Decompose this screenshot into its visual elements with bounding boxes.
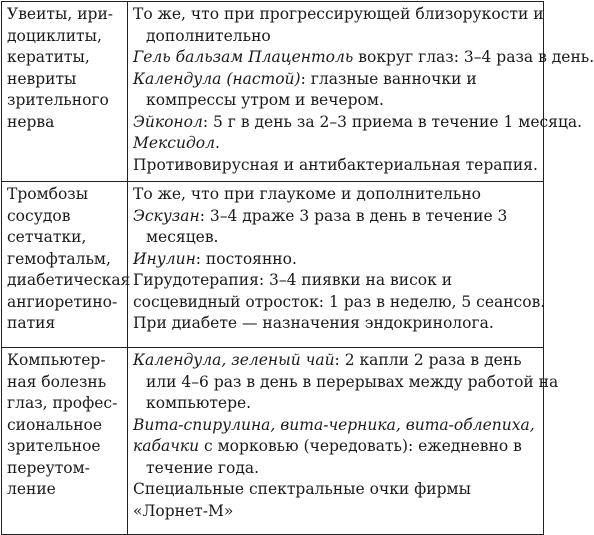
treatment-text: компрессы утром и вечером. bbox=[146, 91, 384, 109]
condition-line: сосудов bbox=[7, 206, 71, 225]
treatment-text: Противовирусная и антибактериальная терапия. bbox=[133, 155, 538, 174]
condition-line: гемофтальм, bbox=[7, 249, 111, 268]
treatment-text: сосцевидный отросток: 1 раз в неделю, 5 сеансов. bbox=[133, 292, 546, 311]
remedy-name: Мексидол. bbox=[133, 134, 220, 152]
treatment-line bbox=[133, 270, 539, 292]
treatment-line bbox=[133, 112, 583, 134]
treatment-text: Специальные спектральные очки фирмы bbox=[133, 480, 471, 498]
treatment-line bbox=[133, 350, 539, 372]
treatment-line bbox=[133, 479, 539, 501]
treatment-table bbox=[1, 1, 594, 535]
treatment-line bbox=[133, 133, 539, 155]
condition-line: ление bbox=[7, 480, 56, 498]
condition-line: ная болезнь bbox=[7, 372, 107, 391]
treatment-text: : 3–4 драже 3 раза в день в течение 3 bbox=[199, 206, 508, 225]
treatment-text: или 4–6 раз в день в перерывах между работой на bbox=[146, 372, 559, 391]
condition-line: Увеиты, ири- bbox=[7, 5, 114, 23]
condition-line: сетчатки, bbox=[7, 228, 87, 246]
remedy-name: Вита-спирулина, вита-черника, вита-облепиха, bbox=[133, 415, 535, 434]
remedy-name: Гель бальзам Плацентоль bbox=[133, 48, 354, 66]
treatment-cell bbox=[128, 348, 559, 535]
treatment-line bbox=[133, 227, 539, 249]
condition-line: Тромбозы bbox=[7, 185, 89, 203]
remedy-name: кабачки bbox=[133, 437, 200, 455]
treatment-text: с морковью (чередовать): ежедневно в bbox=[199, 437, 522, 455]
treatment-text: : 5 г в день за 2–3 приема в течение 1 месяца. bbox=[202, 112, 583, 131]
treatment-line bbox=[133, 26, 539, 48]
treatment-line bbox=[133, 249, 539, 271]
treatment-text: вокруг глаз: 3–4 раза в день. bbox=[353, 48, 594, 66]
condition-cell bbox=[2, 348, 128, 535]
treatment-text: : постоянно. bbox=[195, 249, 297, 268]
remedy-name: Эйконол bbox=[133, 112, 203, 131]
condition-line: ангиоретино- bbox=[7, 292, 118, 311]
condition-cell bbox=[2, 2, 128, 182]
treatment-line bbox=[133, 313, 539, 335]
table-row bbox=[2, 348, 544, 535]
table-body bbox=[2, 2, 594, 535]
treatment-line bbox=[133, 184, 539, 206]
condition-line: Компьютер- bbox=[7, 351, 106, 369]
treatment-text: Гирудотерапия: 3–4 пиявки на висок и bbox=[133, 271, 453, 289]
remedy-name: Календула, зеленый чай bbox=[133, 351, 335, 369]
treatment-line bbox=[133, 90, 539, 112]
treatment-line bbox=[133, 458, 539, 480]
treatment-line bbox=[133, 47, 594, 69]
treatment-line bbox=[133, 501, 539, 523]
treatment-line bbox=[133, 4, 544, 26]
condition-line: зрительное bbox=[7, 437, 101, 455]
treatment-text: «Лорнет-М» bbox=[133, 501, 234, 520]
condition-cell bbox=[2, 182, 131, 348]
treatment-line bbox=[133, 206, 539, 228]
treatment-text: : глазные ванночки и bbox=[300, 69, 477, 88]
treatment-text: течение года. bbox=[146, 458, 260, 477]
treatment-text: компьютере. bbox=[146, 394, 252, 412]
treatment-line bbox=[133, 372, 559, 394]
treatment-line bbox=[133, 155, 539, 177]
treatment-line bbox=[133, 415, 539, 437]
condition-line: доциклиты, bbox=[7, 26, 102, 45]
condition-line: диабетическая bbox=[7, 271, 131, 289]
condition-line: кератиты, bbox=[7, 48, 90, 66]
condition-line: зрительного bbox=[7, 91, 109, 109]
treatment-line bbox=[133, 393, 539, 415]
treatment-line bbox=[133, 436, 539, 458]
treatment-text: При диабете — назначения эндокринолога. bbox=[133, 314, 494, 332]
condition-line: сиональное bbox=[7, 415, 103, 434]
condition-line: нерва bbox=[7, 112, 55, 131]
condition-line: патия bbox=[7, 314, 56, 332]
treatment-line bbox=[133, 292, 546, 314]
condition-line: переутом- bbox=[7, 458, 90, 477]
treatment-text: То же, что при прогрессирующей близорукости и bbox=[133, 5, 544, 23]
remedy-name: Календула (настой) bbox=[133, 69, 301, 88]
table-row bbox=[2, 2, 544, 182]
treatment-line bbox=[133, 69, 539, 91]
treatment-cell bbox=[128, 182, 544, 348]
treatment-cell bbox=[128, 2, 594, 182]
remedy-name: Инулин bbox=[133, 249, 196, 268]
remedy-name: Эскузан bbox=[133, 206, 200, 225]
treatment-text: месяцев. bbox=[146, 228, 219, 246]
condition-line: невриты bbox=[7, 69, 77, 88]
condition-line: глаз, профес- bbox=[7, 394, 118, 412]
treatment-text: : 2 капли 2 раза в день bbox=[334, 351, 522, 369]
treatment-text: То же, что при глаукоме и дополнительно bbox=[133, 185, 481, 203]
treatment-text: дополнительно bbox=[146, 26, 271, 45]
table-row bbox=[2, 182, 544, 348]
